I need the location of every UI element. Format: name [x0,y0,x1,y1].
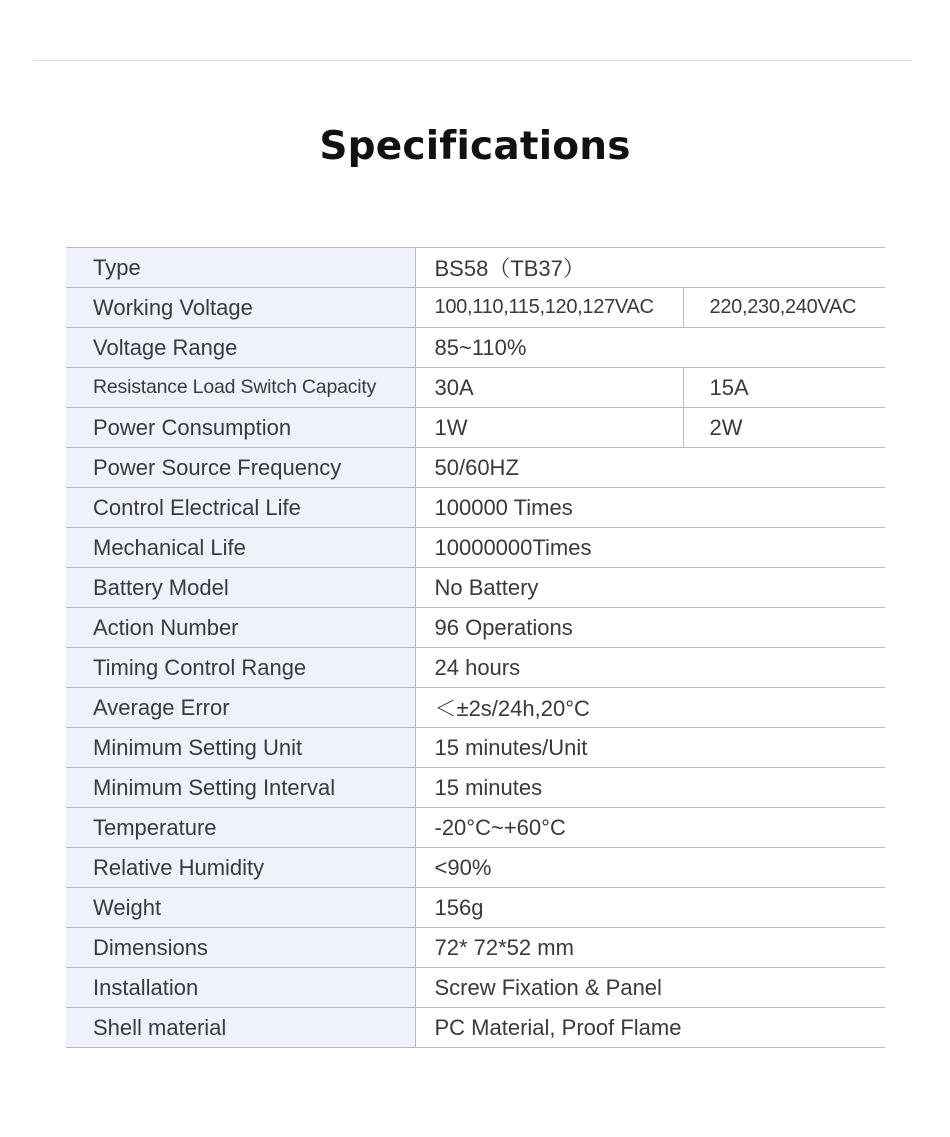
spec-row-relative-humidity [66,848,885,888]
spec-row-type [66,248,885,288]
spec-label: Battery Model [66,568,415,608]
spec-value: 156g [415,888,885,928]
spec-value-secondary: 220,230,240VAC [683,288,885,328]
spec-row-average-error [66,688,885,728]
spec-label: Voltage Range [66,328,415,368]
spec-label: Working Voltage [66,288,415,328]
spec-value: 100,110,115,120,127VAC [415,288,683,328]
spec-label: Power Source Frequency [66,448,415,488]
spec-label: Dimensions [66,928,415,968]
spec-row-voltage-range [66,328,885,368]
specifications-table [66,247,885,1048]
spec-value: PC Material, Proof Flame [415,1008,885,1048]
spec-row-min-setting-interval [66,768,885,808]
spec-value: 72* 72*52 mm [415,928,885,968]
spec-value: 1W [415,408,683,448]
spec-label: Relative Humidity [66,848,415,888]
top-divider [33,60,912,61]
spec-row-shell-material [66,1008,885,1048]
spec-value: 85~110% [415,328,885,368]
spec-row-power-frequency [66,448,885,488]
spec-row-weight [66,888,885,928]
spec-value: <90% [415,848,885,888]
spec-row-battery-model [66,568,885,608]
spec-label: Type [66,248,415,288]
spec-row-switch-capacity [66,368,885,408]
spec-value: 100000 Times [415,488,885,528]
spec-label: Minimum Setting Unit [66,728,415,768]
spec-label: Temperature [66,808,415,848]
spec-value: 24 hours [415,648,885,688]
spec-value: 50/60HZ [415,448,885,488]
page-title: Specifications [319,124,631,169]
spec-label: Timing Control Range [66,648,415,688]
spec-row-temperature [66,808,885,848]
spec-label: Installation [66,968,415,1008]
spec-value: Screw Fixation & Panel [415,968,885,1008]
spec-value: 96 Operations [415,608,885,648]
spec-value: ＜±2s/24h,20°C [415,688,885,728]
spec-value: 15 minutes/Unit [415,728,885,768]
spec-row-min-setting-unit [66,728,885,768]
spec-value: 15 minutes [415,768,885,808]
spec-row-timing-range [66,648,885,688]
spec-label: Power Consumption [66,408,415,448]
spec-value-secondary: 2W [683,408,885,448]
spec-label: Minimum Setting Interval [66,768,415,808]
spec-row-power-consumption [66,408,885,448]
spec-value: No Battery [415,568,885,608]
spec-row-working-voltage [66,288,885,328]
spec-value: 10000000Times [415,528,885,568]
spec-value: BS58（TB37） [415,248,885,288]
spec-label: Average Error [66,688,415,728]
spec-row-installation [66,968,885,1008]
spec-value-secondary: 15A [683,368,885,408]
spec-value: -20°C~+60°C [415,808,885,848]
spec-label: Shell material [66,1008,415,1048]
spec-value: 30A [415,368,683,408]
spec-label: Action Number [66,608,415,648]
spec-label: Resistance Load Switch Capacity [66,368,415,408]
spec-row-mechanical-life [66,528,885,568]
spec-row-action-number [66,608,885,648]
spec-label: Weight [66,888,415,928]
spec-row-dimensions [66,928,885,968]
spec-row-electrical-life [66,488,885,528]
spec-label: Control Electrical Life [66,488,415,528]
spec-label: Mechanical Life [66,528,415,568]
